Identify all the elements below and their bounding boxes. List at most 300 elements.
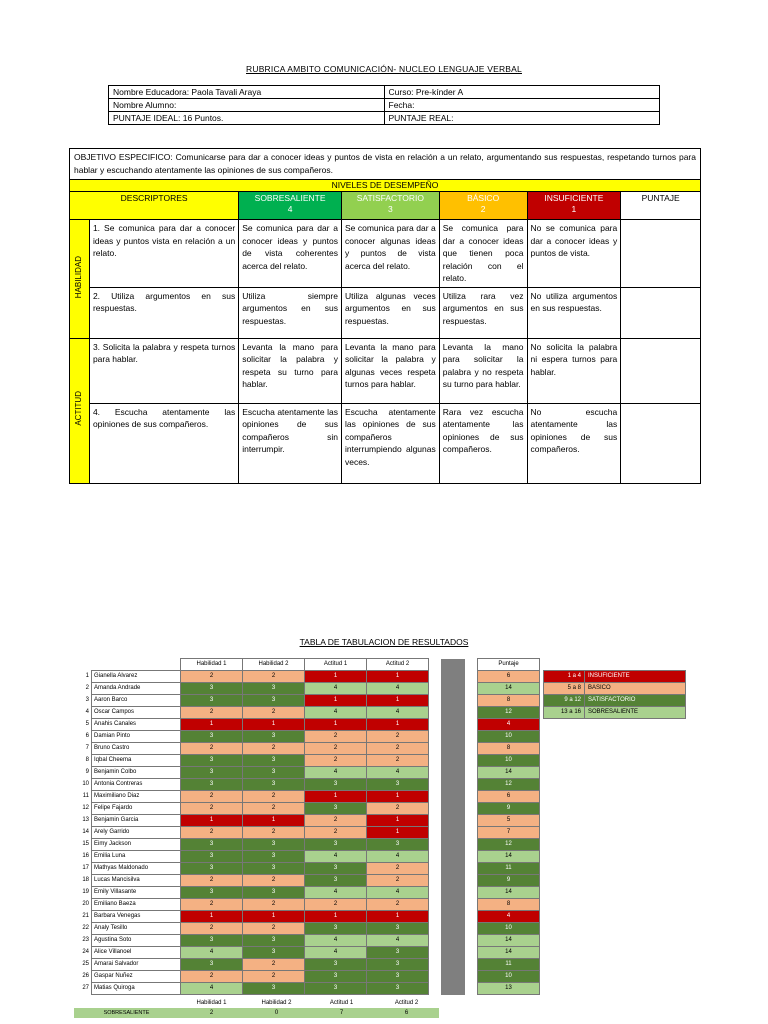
table-row	[74, 827, 540, 839]
table-row	[74, 923, 540, 935]
summary-value: 2	[179, 1008, 244, 1018]
table-row	[74, 671, 540, 683]
level-cell: Se comunica para dar a conocer algunas ideas y puntos de vista acerca del relato.	[341, 220, 439, 288]
score-cell: 1	[367, 791, 429, 803]
separator-bar	[441, 911, 465, 923]
legend-row	[544, 671, 686, 683]
level-cell: No solicita la palabra ni espera turnos para hablar.	[527, 338, 621, 403]
score-cell: 2	[305, 731, 367, 743]
row-number: 15	[82, 841, 89, 847]
score-cell: 1	[367, 827, 429, 839]
score-cell: 3	[243, 683, 305, 695]
summary-row-label: SOBRESALIENTE	[74, 1008, 179, 1018]
score-cell: 2	[305, 899, 367, 911]
column-header: Habilidad 2	[243, 659, 305, 671]
table-row	[74, 839, 540, 851]
table-row	[74, 767, 540, 779]
student-name: Felipe Fajardo	[92, 803, 181, 815]
summary-value: 7	[309, 1008, 374, 1018]
row-number: 16	[82, 853, 89, 859]
results-table	[74, 658, 540, 995]
table-row	[74, 851, 540, 863]
score-cell: 3	[243, 839, 305, 851]
separator-bar	[441, 683, 465, 695]
table-row	[74, 719, 540, 731]
separator-bar	[441, 827, 465, 839]
table-row	[74, 971, 540, 983]
table-row	[74, 755, 540, 767]
student-name: Antonia Contreras	[92, 779, 181, 791]
separator-bar	[441, 839, 465, 851]
legend-row	[544, 695, 686, 707]
score-cell: 2	[181, 791, 243, 803]
score-cell: 3	[243, 887, 305, 899]
student-name: Emilia Luna	[92, 851, 181, 863]
total-cell: 10	[478, 731, 540, 743]
basico-header: BÁSICO 2	[439, 192, 527, 220]
alumno-field: Nombre Alumno:	[109, 99, 385, 112]
puntaje-real-field: PUNTAJE REAL:	[384, 112, 660, 125]
row-number: 22	[82, 925, 89, 931]
level-cell: Levanta la mano para solicitar la palabra y no respeta su turno para hablar.	[439, 338, 527, 403]
row-number: 19	[82, 889, 89, 895]
total-cell: 6	[478, 791, 540, 803]
score-cell: 3	[305, 959, 367, 971]
summary-column-header: Habilidad 2	[261, 1000, 292, 1006]
actitud-label: ACTITUD	[70, 338, 90, 483]
total-cell: 14	[478, 887, 540, 899]
row-number: 25	[82, 961, 89, 967]
score-cell: 1	[243, 815, 305, 827]
score-cell: 2	[181, 743, 243, 755]
score-cell: 2	[305, 755, 367, 767]
table-row	[74, 683, 540, 695]
score-cell: 2	[181, 803, 243, 815]
score-cell: 3	[243, 779, 305, 791]
level-cell: Escucha atentamente las opiniones de sus compañeros interrumpiendo algunas veces.	[341, 403, 439, 483]
score-cell: 3	[367, 779, 429, 791]
score-cell: 3	[243, 863, 305, 875]
row-number: 11	[82, 793, 89, 799]
score-cell: 3	[367, 959, 429, 971]
legend-label: SOBRESALIENTE	[585, 707, 686, 719]
score-cell: 3	[243, 731, 305, 743]
score-cell: 3	[367, 923, 429, 935]
student-name: Anahis Canales	[92, 719, 181, 731]
score-cell: 3	[181, 959, 243, 971]
descriptor-cell: 1. Se comunica para dar a conocer ideas y puntos vista en relación a un relato.	[89, 220, 238, 288]
separator-bar	[441, 851, 465, 863]
table-row	[74, 947, 540, 959]
score-cell: 1	[305, 791, 367, 803]
total-cell: 8	[478, 899, 540, 911]
separator-bar	[441, 983, 465, 995]
total-cell: 13	[478, 983, 540, 995]
legend-row	[544, 707, 686, 719]
total-cell: 8	[478, 695, 540, 707]
separator-bar	[441, 755, 465, 767]
table-row	[74, 911, 540, 923]
row-number: 20	[82, 901, 89, 907]
score-cell: 3	[305, 803, 367, 815]
student-name: Gianella Alvarez	[92, 671, 181, 683]
descriptor-cell: 3. Solicita la palabra y respeta turnos para hablar.	[89, 338, 238, 403]
student-name: Barbara Venegas	[92, 911, 181, 923]
row-number: 9	[85, 769, 89, 775]
separator-bar	[441, 743, 465, 755]
row-number: 24	[82, 949, 89, 955]
score-cell: 2	[243, 671, 305, 683]
score-cell: 2	[367, 743, 429, 755]
score-cell: 2	[367, 863, 429, 875]
score-cell: 3	[181, 683, 243, 695]
legend-row	[544, 683, 686, 695]
score-cell: 1	[367, 911, 429, 923]
total-cell: 4	[478, 911, 540, 923]
sobresaliente-header: SOBRESALIENTE 4	[239, 192, 342, 220]
score-cell: 3	[243, 851, 305, 863]
satisfactorio-header: SATISFACTORIO 3	[341, 192, 439, 220]
score-cell: 2	[305, 743, 367, 755]
total-cell: 14	[478, 683, 540, 695]
score-cell: 1	[367, 719, 429, 731]
table-row	[74, 887, 540, 899]
score-cell: 2	[181, 899, 243, 911]
row-number: 4	[85, 709, 89, 715]
score-cell: 1	[243, 719, 305, 731]
row-number: 1	[85, 673, 89, 679]
score-cell: 3	[181, 755, 243, 767]
score-cell: 3	[243, 755, 305, 767]
score-cell: 2	[243, 971, 305, 983]
row-number: 21	[82, 913, 89, 919]
row-number: 14	[82, 829, 89, 835]
level-cell: No utiliza argumentos en sus respuestas.	[527, 287, 621, 338]
score-cell: 4	[305, 707, 367, 719]
score-cell: 2	[181, 707, 243, 719]
score-cell: 2	[243, 827, 305, 839]
separator-bar	[441, 815, 465, 827]
score-cell: 4	[305, 935, 367, 947]
row-number: 27	[82, 985, 89, 991]
total-cell: 11	[478, 959, 540, 971]
level-cell: Utiliza algunas veces argumentos en sus respuestas.	[341, 287, 439, 338]
level-cell: No se comunica para dar a conocer ideas y puntos de vista.	[527, 220, 621, 288]
student-name: Damian Pinto	[92, 731, 181, 743]
puntaje-cell	[621, 287, 701, 338]
score-cell: 4	[367, 935, 429, 947]
score-cell: 3	[181, 839, 243, 851]
score-cell: 1	[305, 671, 367, 683]
fecha-field: Fecha:	[384, 99, 660, 112]
row-number: 18	[82, 877, 89, 883]
level-cell: Rara vez escucha atentamente las opiniones de sus compañeros.	[439, 403, 527, 483]
descriptores-header: DESCRIPTORES	[70, 192, 239, 220]
score-cell: 1	[181, 911, 243, 923]
score-cell: 3	[243, 947, 305, 959]
row-number: 3	[85, 697, 89, 703]
table-row	[74, 743, 540, 755]
level-cell: Levanta la mano para solicitar la palabra y algunas veces respeta turnos para hablar.	[341, 338, 439, 403]
score-cell: 2	[243, 899, 305, 911]
descriptor-cell: 2. Utiliza argumentos en sus respuestas.	[89, 287, 238, 338]
score-cell: 1	[367, 695, 429, 707]
score-cell: 3	[367, 947, 429, 959]
student-name: Amanda Andrade	[92, 683, 181, 695]
summary-value: 0	[244, 1008, 309, 1018]
score-cell: 2	[181, 971, 243, 983]
row-number: 12	[82, 805, 89, 811]
score-cell: 2	[243, 743, 305, 755]
total-cell: 14	[478, 851, 540, 863]
score-cell: 1	[367, 671, 429, 683]
table-row	[74, 791, 540, 803]
tabulation-title: TABLA DE TABULACION DE RESULTADOS	[299, 637, 469, 647]
student-name: Matias Quiroga	[92, 983, 181, 995]
separator-bar	[441, 935, 465, 947]
student-name: Bruno Castro	[92, 743, 181, 755]
separator-bar	[441, 863, 465, 875]
puntaje-cell	[621, 338, 701, 403]
table-row	[74, 779, 540, 791]
total-cell: 8	[478, 743, 540, 755]
table-row	[74, 935, 540, 947]
total-cell: 11	[478, 863, 540, 875]
row-number: 8	[85, 757, 89, 763]
separator-bar	[441, 923, 465, 935]
separator-bar	[441, 971, 465, 983]
legend-label: BASICO	[585, 683, 686, 695]
separator-bar	[441, 887, 465, 899]
habilidad-label: HABILIDAD	[70, 220, 90, 339]
score-cell: 4	[367, 707, 429, 719]
separator-bar	[441, 731, 465, 743]
column-header: Actitud 1	[305, 659, 367, 671]
score-cell: 4	[305, 767, 367, 779]
total-cell: 10	[478, 755, 540, 767]
score-cell: 4	[181, 947, 243, 959]
score-cell: 1	[305, 695, 367, 707]
separator-bar	[441, 947, 465, 959]
separator-bar	[441, 695, 465, 707]
score-cell: 1	[305, 719, 367, 731]
curso-field: Curso: Pre-kínder A	[384, 86, 660, 99]
table-row	[74, 815, 540, 827]
table-row	[74, 803, 540, 815]
legend-range: 13 a 16	[544, 707, 585, 719]
score-cell: 3	[367, 983, 429, 995]
summary-column-header: Habilidad 1	[196, 1000, 227, 1006]
summary-value: 6	[374, 1008, 439, 1018]
score-cell: 3	[305, 923, 367, 935]
student-name: Arely Garrido	[92, 827, 181, 839]
score-cell: 2	[367, 899, 429, 911]
total-cell: 4	[478, 719, 540, 731]
score-cell: 2	[181, 671, 243, 683]
score-cell: 4	[181, 983, 243, 995]
puntaje-header: PUNTAJE	[621, 192, 701, 220]
score-cell: 2	[243, 707, 305, 719]
score-cell: 4	[305, 851, 367, 863]
score-cell: 2	[181, 827, 243, 839]
row-number: 10	[82, 781, 89, 787]
score-cell: 2	[243, 875, 305, 887]
student-name: Emiliano Baeza	[92, 899, 181, 911]
score-cell: 4	[367, 683, 429, 695]
total-cell: 14	[478, 947, 540, 959]
total-cell: 12	[478, 779, 540, 791]
separator-bar	[441, 959, 465, 971]
info-table	[108, 85, 660, 125]
total-cell: 12	[478, 707, 540, 719]
educadora-field: Nombre Educadora: Paola Tavali Araya	[109, 86, 385, 99]
score-cell: 3	[181, 887, 243, 899]
student-name: Analy Tesillo	[92, 923, 181, 935]
separator-bar	[441, 899, 465, 911]
table-row	[74, 899, 540, 911]
score-cell: 3	[181, 779, 243, 791]
score-cell: 1	[367, 815, 429, 827]
score-cell: 2	[367, 875, 429, 887]
score-cell: 3	[181, 863, 243, 875]
total-cell: 6	[478, 671, 540, 683]
score-cell: 1	[305, 911, 367, 923]
score-cell: 4	[367, 767, 429, 779]
score-cell: 3	[243, 935, 305, 947]
column-header: Actitud 2	[367, 659, 429, 671]
legend-range: 1 a 4	[544, 671, 585, 683]
legend-label: INSUFICIENTE	[585, 671, 686, 683]
level-cell: Utiliza rara vez argumentos en sus respuestas.	[439, 287, 527, 338]
score-cell: 3	[181, 935, 243, 947]
student-name: Iqbal Cheema	[92, 755, 181, 767]
score-cell: 4	[305, 683, 367, 695]
student-name: Oscar Campos	[92, 707, 181, 719]
niveles-header: NIVELES DE DESEMPEÑO	[70, 180, 701, 192]
row-number: 23	[82, 937, 89, 943]
score-cell: 4	[367, 851, 429, 863]
column-header: Habilidad 1	[181, 659, 243, 671]
table-row	[74, 875, 540, 887]
score-cell: 4	[305, 947, 367, 959]
score-cell: 3	[305, 971, 367, 983]
student-name: Gaspar Nuñez	[92, 971, 181, 983]
table-row	[74, 731, 540, 743]
row-number: 13	[82, 817, 89, 823]
score-cell: 3	[367, 971, 429, 983]
score-cell: 2	[305, 827, 367, 839]
student-name: Maximiliano Diaz	[92, 791, 181, 803]
separator-bar	[441, 803, 465, 815]
score-cell: 2	[243, 923, 305, 935]
score-cell: 2	[243, 959, 305, 971]
separator-bar	[441, 791, 465, 803]
total-cell: 14	[478, 767, 540, 779]
puntaje-column-header: Puntaje	[478, 659, 540, 671]
score-cell: 3	[367, 839, 429, 851]
row-number: 17	[82, 865, 89, 871]
row-number: 5	[85, 721, 89, 727]
score-cell: 1	[243, 911, 305, 923]
legend-label: SATISFACTORIO	[585, 695, 686, 707]
separator-bar	[441, 707, 465, 719]
score-cell: 1	[181, 815, 243, 827]
total-cell: 10	[478, 971, 540, 983]
summary-table	[74, 998, 439, 1018]
student-name: Aaron Barco	[92, 695, 181, 707]
score-cell: 3	[305, 983, 367, 995]
student-name: Agustina Soto	[92, 935, 181, 947]
total-cell: 5	[478, 815, 540, 827]
table-row	[74, 983, 540, 995]
score-cell: 2	[181, 923, 243, 935]
student-name: Benjamin Colbo	[92, 767, 181, 779]
score-cell: 2	[367, 755, 429, 767]
student-name: Eimy Jackson	[92, 839, 181, 851]
level-cell: Levanta la mano para solicitar la palabra y respeta su turno para hablar.	[239, 338, 342, 403]
level-cell: Utiliza siempre argumentos en sus respuestas.	[239, 287, 342, 338]
total-cell: 12	[478, 839, 540, 851]
student-name: Mathyas Maldonado	[92, 863, 181, 875]
row-number: 7	[85, 745, 89, 751]
score-cell: 3	[181, 695, 243, 707]
table-row	[74, 959, 540, 971]
score-cell: 3	[305, 875, 367, 887]
puntaje-cell	[621, 220, 701, 288]
descriptor-cell: 4. Escucha atentamente las opiniones de sus compañeros.	[89, 403, 238, 483]
score-cell: 3	[305, 779, 367, 791]
summary-column-header: Actitud 2	[394, 1000, 419, 1006]
separator-bar	[441, 767, 465, 779]
score-cell: 2	[243, 791, 305, 803]
total-cell: 10	[478, 923, 540, 935]
student-name: Lucas Mancisilva	[92, 875, 181, 887]
separator-bar	[441, 671, 465, 683]
score-cell: 2	[367, 731, 429, 743]
score-cell: 2	[305, 815, 367, 827]
separator-bar	[441, 875, 465, 887]
student-name: Amarai Salvador	[92, 959, 181, 971]
table-row	[74, 695, 540, 707]
student-name: Alice Villanoel	[92, 947, 181, 959]
objetivo-text: OBJETIVO ESPECIFICO: Comunicarse para dar a conocer ideas y puntos de vista en relación a un relato, argumentando sus respuestas, respetando turnos para hablar y escuchando atentamente las opiniones de sus compañeros.	[70, 149, 701, 180]
legend-range: 9 a 12	[544, 695, 585, 707]
score-cell: 3	[181, 767, 243, 779]
row-number: 6	[85, 733, 89, 739]
score-cell: 3	[181, 851, 243, 863]
score-cell: 3	[181, 731, 243, 743]
score-cell: 1	[181, 719, 243, 731]
table-row	[74, 863, 540, 875]
score-cell: 3	[243, 983, 305, 995]
puntaje-cell	[621, 403, 701, 483]
level-cell: Se comunica para dar a conocer ideas y puntos de vista coherentes acerca del relato.	[239, 220, 342, 288]
legend-range: 5 a 8	[544, 683, 585, 695]
student-name: Benjamin Garcia	[92, 815, 181, 827]
separator-bar	[441, 659, 465, 671]
level-cell: Escucha atentamente las opiniones de sus compañeros sin interrumpir.	[239, 403, 342, 483]
score-cell: 4	[305, 887, 367, 899]
score-cell: 3	[305, 839, 367, 851]
insuficiente-header: INSUFICIENTE 1	[527, 192, 621, 220]
rubric-table	[69, 148, 701, 484]
total-cell: 9	[478, 803, 540, 815]
student-name: Emily Villasante	[92, 887, 181, 899]
total-cell: 7	[478, 827, 540, 839]
score-cell: 3	[243, 767, 305, 779]
separator-bar	[441, 779, 465, 791]
separator-bar	[441, 719, 465, 731]
